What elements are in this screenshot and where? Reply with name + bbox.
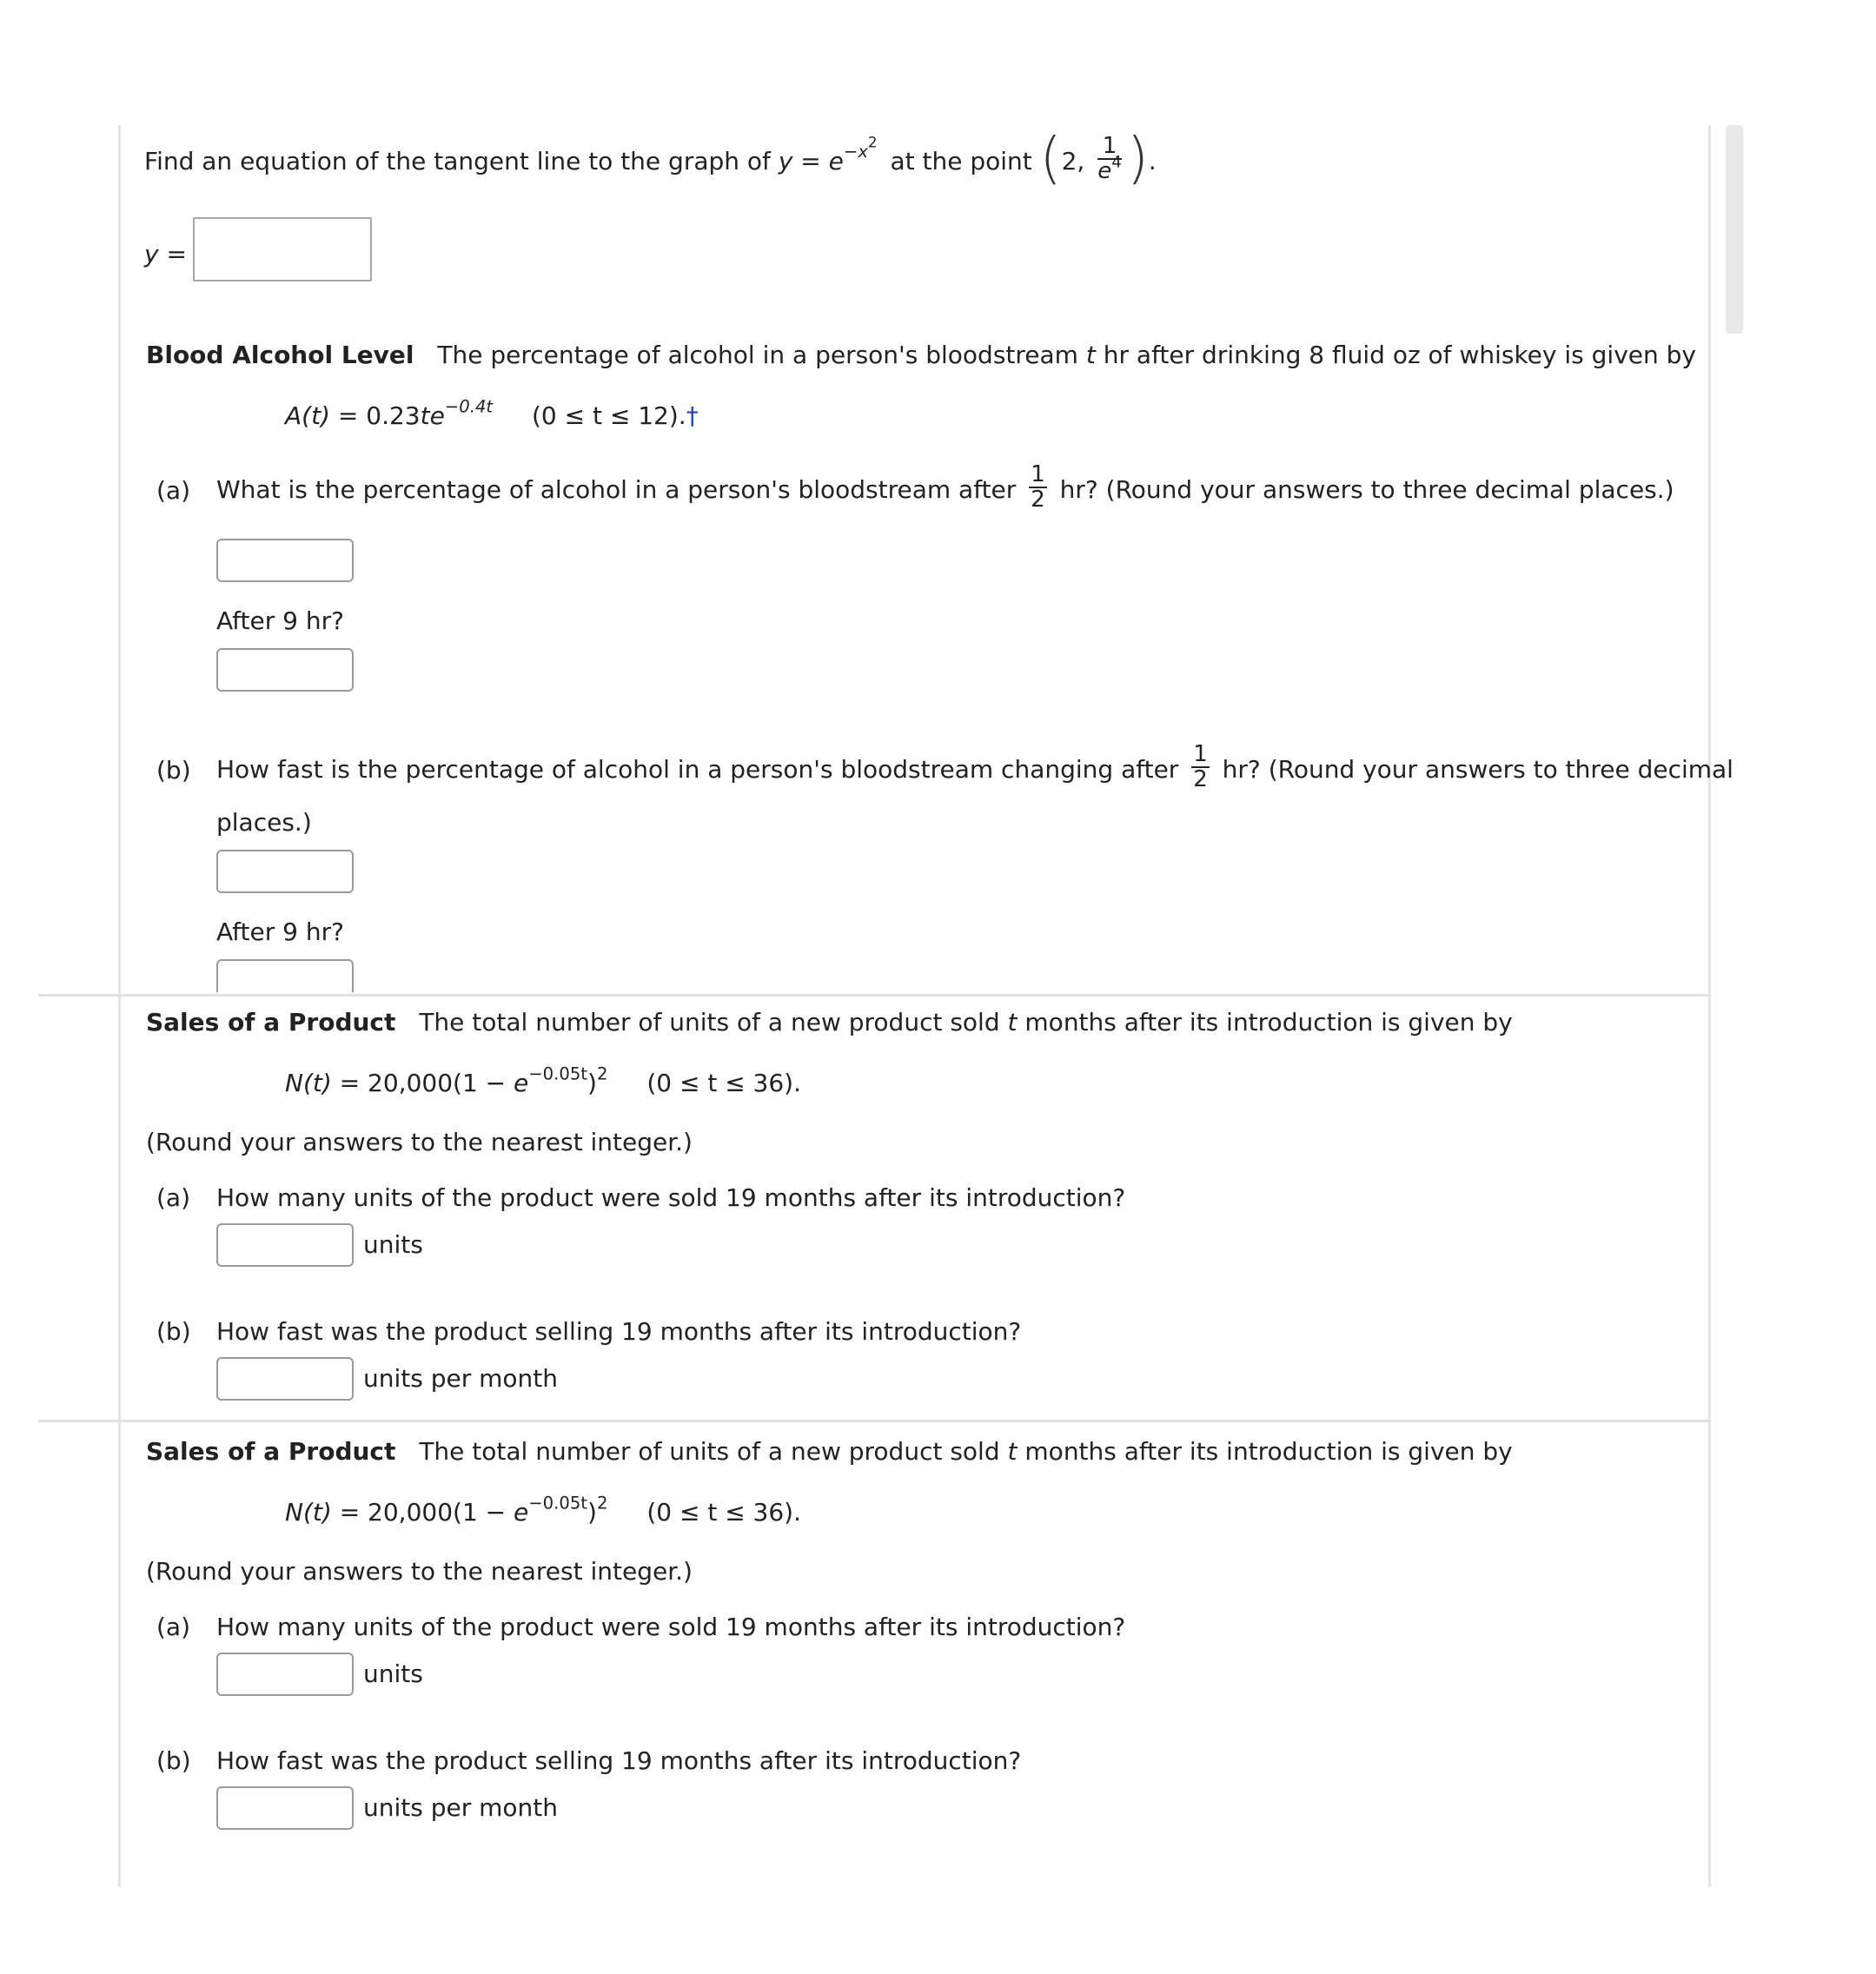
part-a-question: How many units of the product were sold 19 months after its introduction?	[216, 1183, 1126, 1212]
after-9-hr-label: After 9 hr?	[216, 606, 344, 635]
units-label: units	[363, 1230, 423, 1259]
units-per-month-label: units per month	[363, 1364, 559, 1393]
part-b-question-cont: places.)	[216, 808, 312, 837]
right-paren: )	[1126, 127, 1149, 191]
formula: $N(t) = 20,000(1 - e^{-0.05t})^2$ (0 ≤ t ≤ 36).	[285, 1063, 802, 1097]
tangent-line-answer-input[interactable]	[193, 217, 372, 282]
scrollbar[interactable]	[1726, 125, 1743, 334]
footnote-dagger-link[interactable]: †	[686, 401, 699, 430]
selling-rate-input[interactable]	[216, 1357, 354, 1401]
part-b-label: (b)	[156, 1746, 191, 1775]
question-prompt: Find an equation of the tangent line to the graph of $y = e^{-x^2}$ at the point (2, $\frac{1}{e^4}$ ).	[144, 127, 1157, 191]
part-a-label: (a)	[156, 1613, 191, 1641]
units-sold-input[interactable]	[216, 1653, 354, 1696]
divider-line	[38, 1420, 1708, 1422]
left-border-line	[118, 125, 121, 1887]
part-b-label: (b)	[156, 756, 191, 785]
part-a-label: (a)	[156, 1183, 191, 1212]
round-note: (Round your answers to the nearest integer.)	[146, 1128, 693, 1156]
part-b-question: How fast was the product selling 19 months after its introduction?	[216, 1317, 1022, 1346]
selling-rate-input[interactable]	[216, 1786, 354, 1830]
part-b-half-hour-input[interactable]	[216, 850, 354, 893]
formula: $N(t) = 20,000(1 - e^{-0.05t})^2$ (0 ≤ t ≤ 36).	[285, 1493, 802, 1527]
fraction-one-half: $\frac{1}{2}$	[1031, 460, 1045, 513]
units-sold-input[interactable]	[216, 1223, 354, 1267]
question-intro: Blood Alcohol Level The percentage of alcohol in a person's bloodstream t hr after drinking 8 fluid oz of whiskey is given by	[146, 341, 1696, 369]
units-label: units	[363, 1659, 423, 1688]
left-paren: (	[1039, 127, 1062, 191]
after-9-hr-label: After 9 hr?	[216, 917, 344, 946]
part-b-question: How fast was the product selling 19 months after its introduction?	[216, 1746, 1022, 1775]
formula: $A(t) = 0.23te^{-0.4t}$ (0 ≤ t ≤ 12).†	[285, 396, 699, 430]
part-b-label: (b)	[156, 1317, 191, 1346]
right-border-line	[1708, 125, 1711, 1887]
part-a-half-hour-input[interactable]	[216, 539, 354, 582]
question-title: Sales of a Product	[146, 1437, 396, 1466]
question-intro: Sales of a Product The total number of units of a new product sold t months after its introduction is given by	[146, 1437, 1513, 1466]
question-title: Sales of a Product	[146, 1008, 396, 1037]
part-b-question: How fast is the percentage of alcohol in a person's bloodstream changing after $\frac{1}{2}$ hr? (Round your answers to three decimal	[216, 740, 1733, 792]
part-a-label: (a)	[156, 476, 191, 505]
part-a-question: What is the percentage of alcohol in a person's bloodstream after $\frac{1}{2}$ hr? (Round your answers to three decimal places.)	[216, 460, 1674, 513]
answer-label: y =	[144, 240, 187, 268]
fraction-one-over-e4: $\frac{1}{e^4}$	[1097, 132, 1122, 184]
part-a-question: How many units of the product were sold 19 months after its introduction?	[216, 1613, 1126, 1641]
question-title: Blood Alcohol Level	[146, 341, 414, 369]
divider-line	[38, 994, 1708, 997]
units-per-month-label: units per month	[363, 1793, 559, 1822]
fraction-one-half: $\frac{1}{2}$	[1193, 740, 1208, 792]
part-a-9-hour-input[interactable]	[216, 648, 354, 692]
question-intro: Sales of a Product The total number of units of a new product sold t months after its introduction is given by	[146, 1008, 1513, 1037]
round-note: (Round your answers to the nearest integer.)	[146, 1557, 693, 1586]
part-b-9-hour-input-clipped[interactable]	[216, 959, 355, 992]
